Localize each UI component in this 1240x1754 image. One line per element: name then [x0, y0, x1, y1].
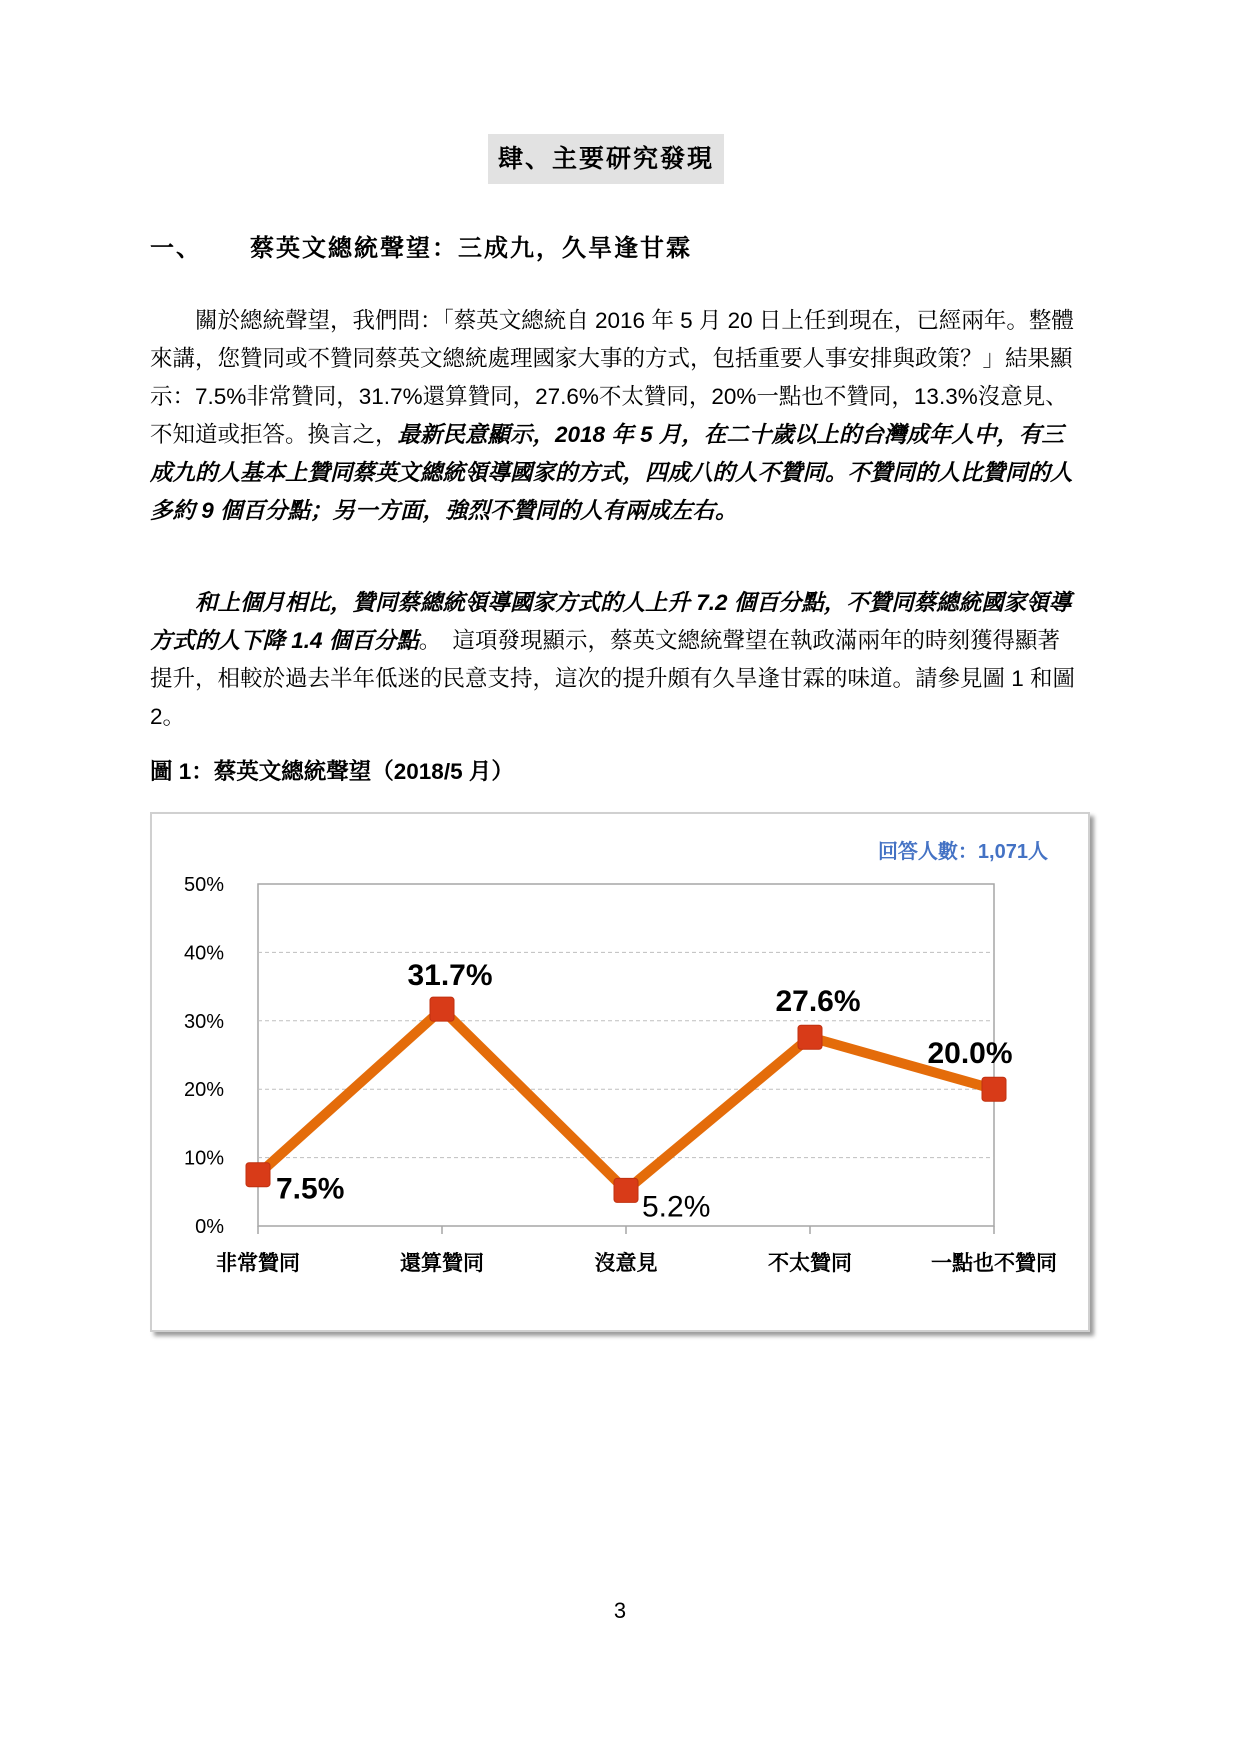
data-label: 7.5%	[276, 1172, 345, 1206]
chart-container	[150, 812, 1090, 1332]
x-tick-label: 非常贊同	[216, 1252, 300, 1275]
data-point	[430, 997, 454, 1021]
data-label: 5.2%	[642, 1190, 711, 1224]
approval-line-chart	[152, 814, 1088, 1330]
x-tick-label: 沒意見	[594, 1252, 658, 1275]
y-tick-label: 40%	[183, 942, 224, 965]
data-label: 31.7%	[407, 959, 493, 993]
x-tick-label: 還算贊同	[400, 1252, 484, 1275]
data-label: 27.6%	[775, 985, 861, 1019]
series-line	[258, 1009, 994, 1190]
subsection-number: 一、	[150, 233, 202, 262]
data-point	[982, 1077, 1006, 1101]
paragraph-1-emphasis: 最新民意顯示，2018 年 5 月，在二十歲以上的台灣成年人中，有三成九的人基本上贊同蔡英文總統領導國家的方式，四成八的人不贊同。不贊同的人比贊同的人多約 9 個百分點；另一方面，強烈不贊同的人有兩成左右。	[150, 422, 1073, 523]
y-tick-label: 20%	[183, 1079, 224, 1102]
paragraph-2-emphasis: 和上個月相比，贊同蔡總統領導國家方式的人上升 7.2 個百分點，不贊同蔡總統國家領導方式的人下降 1.4 個百分點	[150, 590, 1072, 653]
y-tick-label: 50%	[183, 874, 224, 896]
data-point	[614, 1178, 638, 1202]
x-tick-label: 一點也不贊同	[931, 1252, 1057, 1275]
paragraph-2-text: 。 這項發現顯示，蔡英文總統聲望在執政滿兩年的時刻獲得顯著提升，相較於過去半年低迷的民意支持，這次的提升頗有久旱逢甘霖的味道。請參見圖 1 和圖 2。	[150, 628, 1076, 729]
y-tick-label: 10%	[183, 1147, 224, 1170]
y-tick-label: 0%	[195, 1216, 224, 1238]
subsection-heading	[150, 228, 692, 263]
subsection-title: 蔡英文總統聲望：三成九，久旱逢甘霖	[250, 233, 692, 262]
y-tick-label: 30%	[183, 1010, 224, 1033]
data-label: 20.0%	[927, 1037, 1013, 1071]
paragraph-1	[150, 302, 1080, 530]
section-title: 肆、主要研究發現	[488, 134, 724, 184]
x-tick-label: 不太贊同	[768, 1252, 852, 1275]
paragraph-2	[150, 584, 1080, 736]
respondents-note: 回答人數：1,071人	[877, 841, 1048, 863]
data-point	[246, 1163, 270, 1187]
figure-caption: 圖 1：蔡英文總統聲望（2018/5 月）	[150, 759, 514, 784]
data-point	[798, 1025, 822, 1049]
paragraph-1-text: 關於總統聲望，我們問：「蔡英文總統自 2016 年 5 月 20 日上任到現在，已經兩年。整體來講，您贊同或不贊同蔡英文總統處理國家大事的方式，包括重要人事安排與政策？」結果顯示：7.5%非常贊同，31.7%還算贊同，27.6%不太贊同，20%一點也不贊同，13.3%沒意見、不知道或拒答。換言之，	[150, 308, 1074, 447]
page-number: 3	[613, 1598, 627, 1623]
